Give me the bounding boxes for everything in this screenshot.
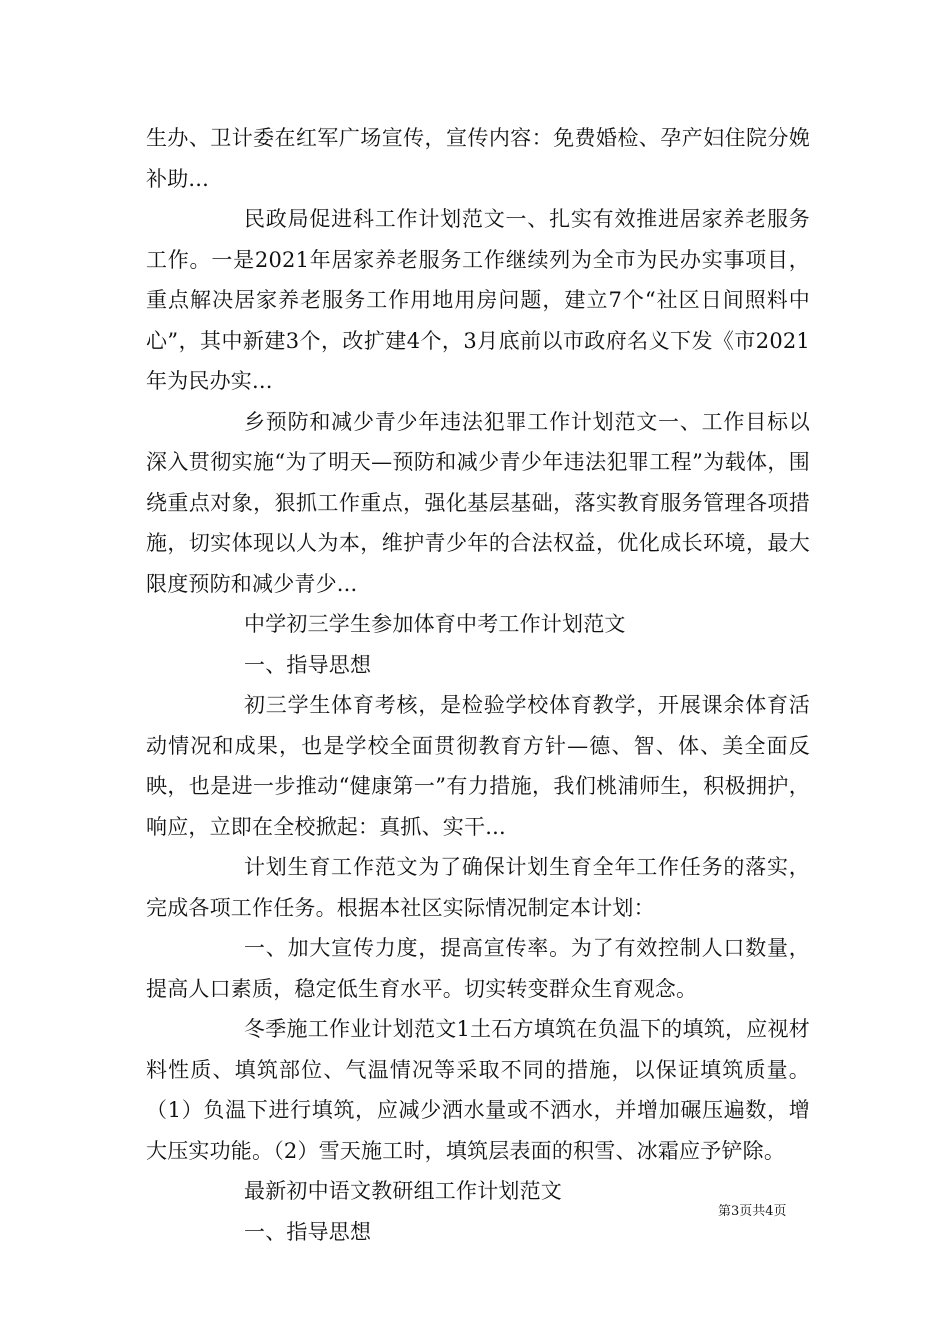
paragraph-6: 一、加大宣传力度，提高宣传率。为了有效控制人口数量，提高人口素质，稳定低生育水平。切实转变群众生育观念。 — [146, 936, 810, 1001]
paragraph-2: 民政局促进科工作计划范文一、扎实有效推进居家养老服务工作。一是2021年居家养老服务工作继续列为全市为民办实事项目，重点解决居家养老服务工作用地用房问题，建立7个“社区日间照料中心”，其中新建3个，改扩建4个，3月底前以市政府名义下发《市2021年为民办实... — [146, 207, 810, 393]
paragraph-7: 冬季施工作业计划范文1土石方填筑在负温下的填筑，应视材料性质、填筑部位、气温情况等采取不同的措施，以保证填筑质量。（1）负温下进行填筑，应减少洒水量或不洒水，并增加碾压遍数，增大压实功能。（2）雪天施工时，填筑层表面的积雪、冰霜应予铲除。 — [146, 1017, 810, 1163]
paragraph-3: 乡预防和减少青少年违法犯罪工作计划范文一、工作目标以深入贯彻实施“为了明天—预防和减少青少年违法犯罪工程”为载体，围绕重点对象，狠抓工作重点，强化基层基础，落实教育服务管理各项措施，切实体现以人为本，维护青少年的合法权益，优化成长环境，最大限度预防和减少青少... — [146, 409, 810, 596]
section-title-1: 中学初三学生参加体育中考工作计划范文 — [244, 612, 626, 636]
paragraph-1: 生办、卫计委在红军广场宣传，宣传内容：免费婚检、孕产妇住院分娩补助... — [146, 126, 810, 191]
section-heading-1: 一、指导思想 — [244, 652, 372, 677]
document-body — [146, 118, 810, 1252]
section-heading-2: 一、指导思想 — [244, 1219, 372, 1244]
section-title-2: 最新初中语文教研组工作计划范文 — [244, 1179, 562, 1203]
paragraph-4: 初三学生体育考核，是检验学校体育教学，开展课余体育活动情况和成果，也是学校全面贯彻教育方针—德、智、体、美全面反映，也是进一步推动“健康第一”有力措施，我们桃浦师生，积极拥护，响应，立即在全校掀起：真抓、实干... — [146, 693, 810, 839]
paragraph-5: 计划生育工作范文为了确保计划生育全年工作任务的落实，完成各项工作任务。根据本社区实际情况制定本计划： — [146, 855, 810, 920]
page-number: 第3页共4页 — [718, 1204, 787, 1219]
